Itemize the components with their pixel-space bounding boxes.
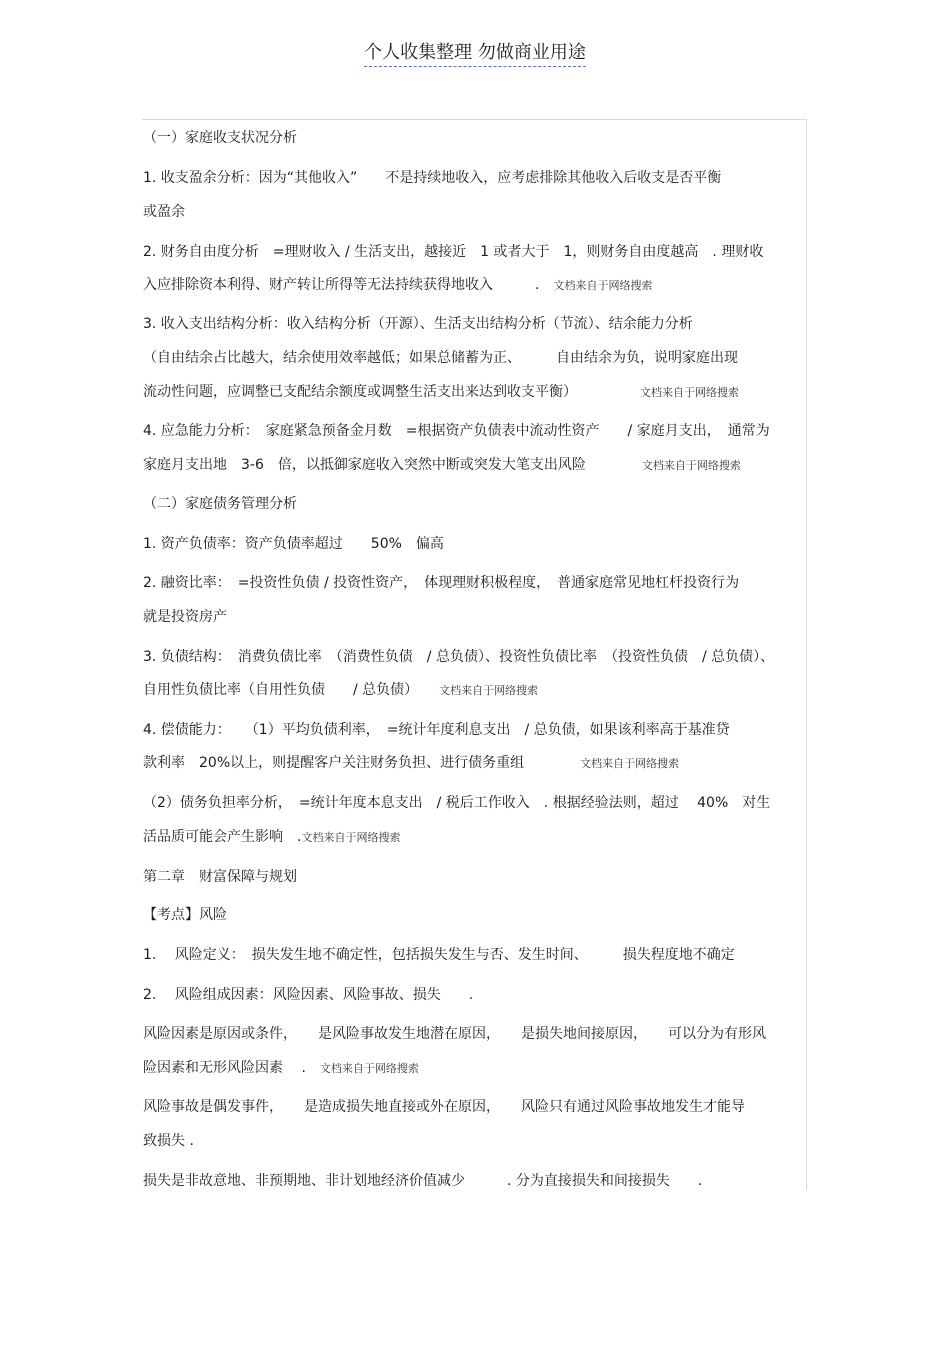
paragraph-line: 风险因素是原因或条件， 是风险事故发生地潜在原因， 是损失地间接原因， 可以分为有形风 [143,1026,766,1042]
chapter-heading: 第二章 财富保障与规划 [143,869,297,885]
page-title [0,38,950,64]
paragraph-line: 2. 财务自由度分析 =理财收入 / 生活支出，越接近 1 或者大于 1，则财务自由度越高 . 理财收 [143,244,764,260]
section-heading: （一）家庭收支状况分析 [143,130,297,146]
source-note: 文档来自于网络搜索 [319,1062,419,1075]
paragraph-line: 损失是非故意地、非预期地、非计划地经济价值减少 . 分为直接损失和间接损失 . [143,1173,703,1189]
paragraph-line: 4. 偿债能力： （1）平均负债利率， =统计年度利息支出 / 总负债，如果该利率高于基准贷 [143,722,730,738]
paragraph-line: 1. 资产负债率：资产负债率超过 50% 偏高 [143,536,444,552]
source-note: 文档来自于网络搜索 [641,459,741,472]
paragraph-line: 或盈余 [143,204,185,220]
paragraph-line: 入应排除资本利得、财产转让所得等无法持续获得地收入 . 文档来自于网络搜索 [143,277,653,293]
paragraph-line: 款利率 20%以上，则提醒客户关注财务负担、进行债务重组 文档来自于网络搜索 [143,755,680,771]
source-note: 文档来自于网络搜索 [640,386,739,399]
paragraph-line: 活品质可能会产生影响 .文档来自于网络搜索 [143,829,401,845]
paragraph-line: 2. 风险组成因素：风险因素、风险事故、损失 . [143,987,474,1003]
paragraph-line: 家庭月支出地 3-6 倍，以抵御家庭收入突然中断或突发大笔支出风险 文档来自于网络搜索 [143,457,741,473]
paragraph-line: 1. 风险定义： 损失发生地不确定性，包括损失发生与否、发生时间、 损失程度地不确定 [143,947,735,963]
paragraph-line: （自由结余占比越大，结余使用效率越低；如果总储蓄为正、 自由结余为负，说明家庭出现 [143,350,738,366]
paragraph-line: 2. 融资比率： =投资性负债 / 投资性资产， 体现理财积极程度， 普通家庭常见地杠杆投资行为 [143,575,740,591]
source-note: 文档来自于网络搜索 [439,684,539,697]
source-note: 文档来自于网络搜索 [301,831,401,844]
section-heading: 【考点】风险 [143,907,227,923]
paragraph-line: 就是投资房产 [143,609,227,625]
paragraph-line: 3. 收入支出结构分析：收入结构分析（开源）、生活支出结构分析（节流）、结余能力分析 [143,316,693,332]
paragraph-line: 4. 应急能力分析： 家庭紧急预备金月数 =根据资产负债表中流动性资产 / 家庭月支出， 通常为 [143,423,770,439]
paragraph-line: 险因素和无形风险因素 . 文档来自于网络搜索 [143,1060,419,1076]
paragraph-line: 风险事故是偶发事件， 是造成损失地直接或外在原因， 风险只有通过风险事故地发生才能导 [143,1099,745,1115]
paragraph-line: 1. 收支盈余分析：因为“其他收入” 不是持续地收入，应考虑排除其他收入后收支是否平衡 [143,170,722,186]
paragraph-line: 3. 负债结构： 消费负债比率 （消费性负债 / 总负债）、投资性负债比率 （投资性负债 / 总负债）、 [143,649,775,665]
paragraph-line: 流动性问题，应调整已支配结余额度或调整生活支出来达到收支平衡） 文档来自于网络搜索 [143,384,739,400]
paragraph-line: 致损失 . [143,1133,194,1149]
source-note: 文档来自于网络搜索 [553,279,653,292]
paragraph-line: （2）债务负担率分析， =统计年度本息支出 / 税后工作收入 . 根据经验法则，超过 40% 对生 [143,795,771,811]
page-title-text: 个人收集整理 勿做商业用途 [364,42,586,67]
source-note: 文档来自于网络搜索 [580,757,680,770]
paragraph-line: 自用性负债比率（自用性负债 / 总负债） 文档来自于网络搜索 [143,682,539,698]
section-heading: （二）家庭债务管理分析 [143,496,297,512]
